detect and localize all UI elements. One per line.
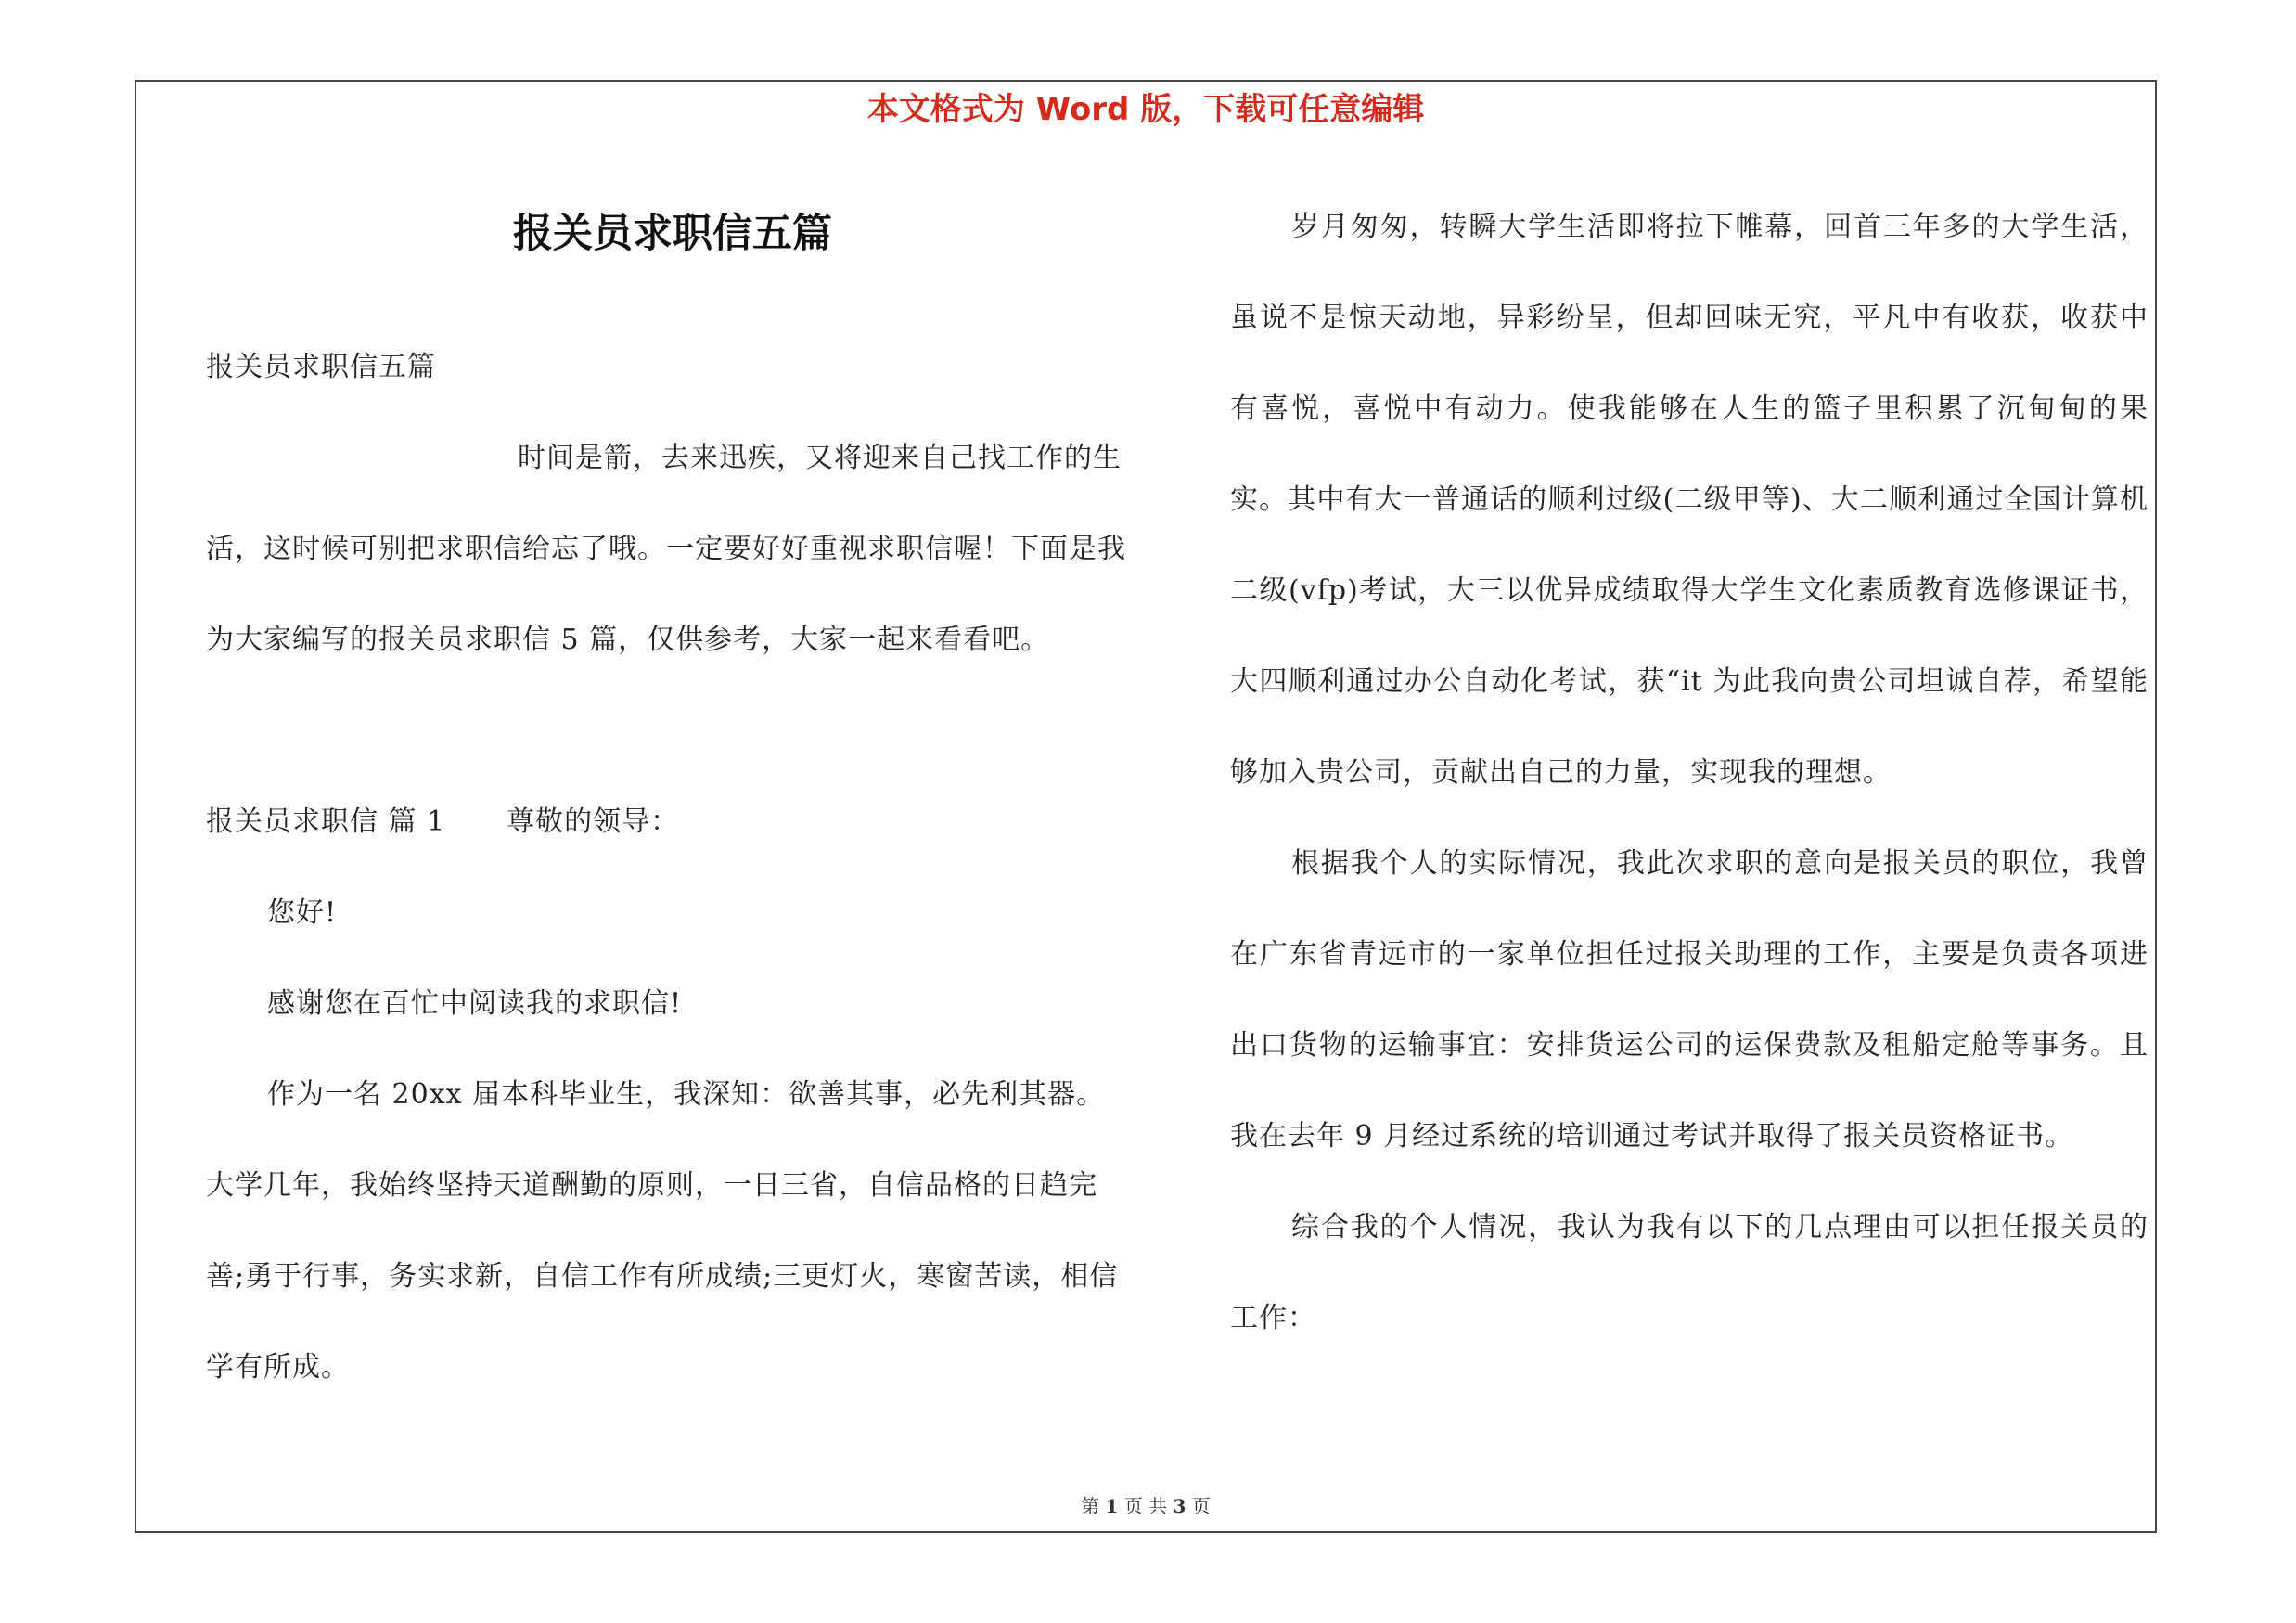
- footer-prefix: 第: [1081, 1495, 1100, 1517]
- body-paragraph: 根据我个人的实际情况，我此次求职的意向是报关员的职位，我曾在广东省青远市的一家单位担任过报关助理的工作，主要是负责各项进出口货物的运输事宜：安排货运公司的运保费款及租船定舱等事务。且我在去年 9 月经过系统的培训通过考试并取得了报关员资格证书。: [1230, 847, 2148, 1153]
- greeting: 您好!: [267, 896, 338, 929]
- body-paragraph: 作为一名 20xx 届本科毕业生，我深知：欲善其事，必先利其器。大学几年，我始终坚持天道酬勤的原则，一日三省，自信品格的日趋完善;勇于行事，务实求新，自信工作有所成绩;三更灯火，寒窗苦读，相信学有所成。: [206, 1078, 1119, 1384]
- page-footer: [135, 1492, 2157, 1520]
- spacer: [206, 686, 1134, 777]
- right-column: [1230, 182, 2148, 1364]
- subtitle: 报关员求职信五篇: [206, 351, 436, 383]
- left-column: [206, 322, 1134, 1413]
- letter-heading-line: [206, 777, 1134, 868]
- body-paragraph: 综合我的个人情况，我认为我有以下的几点理由可以担任报关员的工作：: [1230, 1211, 2148, 1334]
- thanks-line: 感谢您在百忙中阅读我的求职信!: [267, 987, 683, 1020]
- page-total: 3: [1173, 1495, 1186, 1517]
- document-title: 报关员求职信五篇: [513, 211, 832, 257]
- footer-middle: 页 共: [1123, 1495, 1168, 1517]
- format-banner: 本文格式为 Word 版，下载可任意编辑: [866, 91, 1425, 128]
- letter-heading: 报关员求职信 篇 1: [206, 805, 446, 838]
- salutation: 尊敬的领导：: [507, 805, 680, 838]
- page-number: 1: [1105, 1495, 1119, 1517]
- footer-suffix: 页: [1191, 1495, 1211, 1517]
- body-paragraph: 岁月匆匆，转瞬大学生活即将拉下帷幕，回首三年多的大学生活，虽说不是惊天动地，异彩纷呈，但却回味无究，平凡中有收获，收获中有喜悦，喜悦中有动力。使我能够在人生的篮子里积累了沉甸甸的果实。其中有大一普通话的顺利过级(二级甲等)、大二顺利通过全国计算机二级(vfp)考试，大三以优异成绩取得大学生文化素质教育选修课证书，大四顺利通过办公自动化考试，获“it 为此我向贵公司坦诚自荐，希望能够加入贵公司，贡献出自己的力量，实现我的理想。: [1230, 211, 2148, 789]
- intro-paragraph: 时间是箭，去来迅疾，又将迎来自己找工作的生活，这时候可别把求职信给忘了哦。一定要好好重视求职信喔！下面是我为大家编写的报关员求职信 5 篇，仅供参考，大家一起来看看吧。: [206, 442, 1126, 656]
